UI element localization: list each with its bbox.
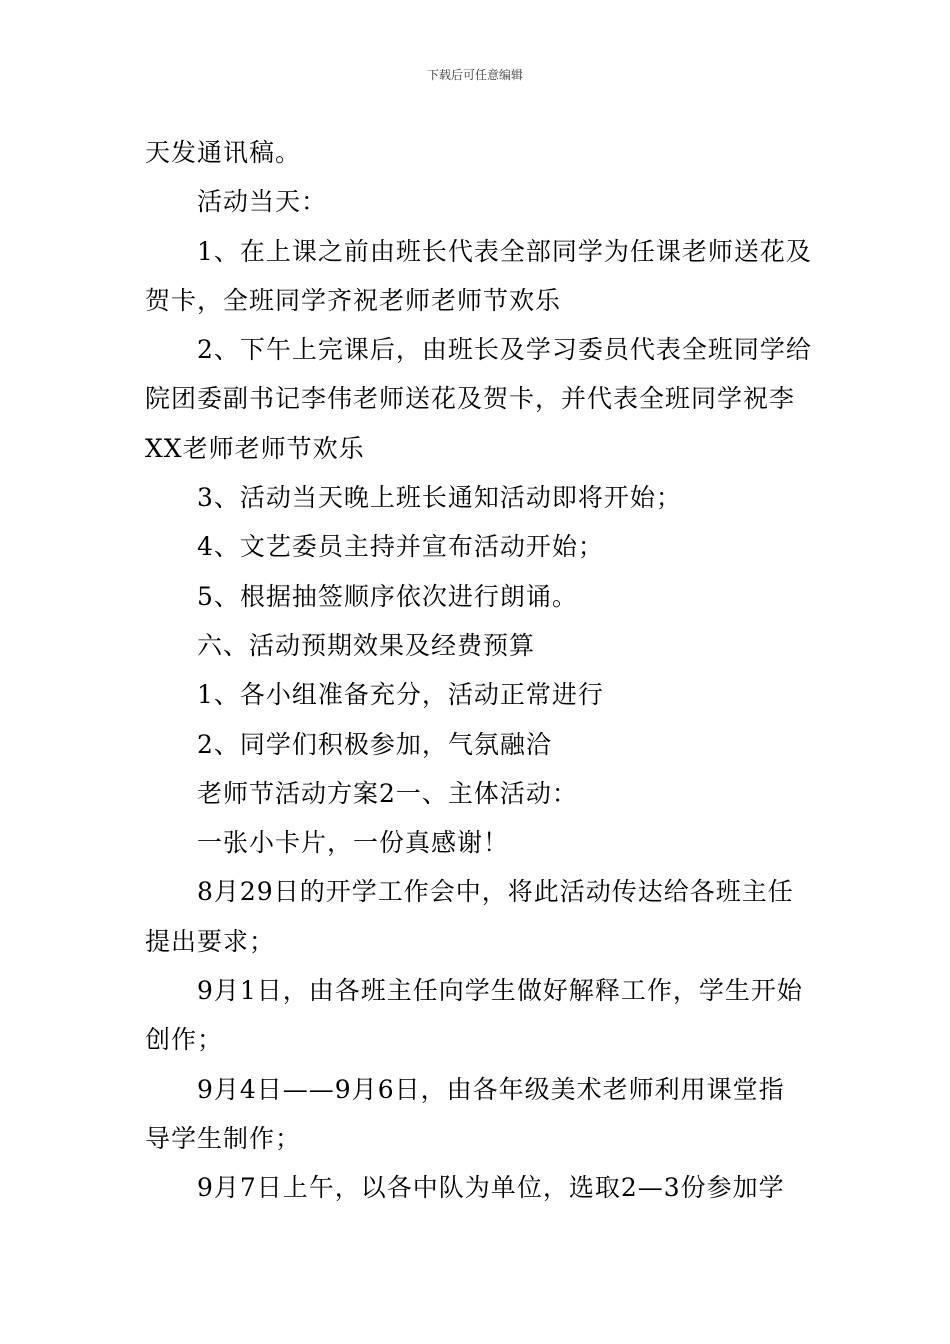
text-line: 4、文艺委员主持并宣布活动开始；: [197, 532, 604, 562]
text-line: 3、活动当天晚上班长通知活动即将开始；: [197, 483, 682, 513]
text-line: 2、同学们积极参加，气氛融洽: [197, 729, 552, 759]
text-line: 2、下午上完课后，由班长及学习委员代表全班同学给: [197, 335, 812, 365]
text-line: 9月7日上午，以各中队为单位，选取2—3份参加学: [197, 1173, 785, 1203]
text-line: 创作；: [145, 1025, 224, 1055]
text-line: 提出要求；: [145, 926, 276, 956]
text-line: 导学生制作；: [145, 1123, 302, 1153]
text-line: 9月1日，由各班主任向学生做好解释工作，学生开始: [197, 976, 803, 1006]
text-line: 天发通讯稿。: [145, 138, 302, 167]
text-line: 一张小卡片，一份真感谢！: [197, 828, 510, 858]
text-line: 活动当天：: [197, 187, 328, 217]
section-heading: 六、活动预期效果及经费预算: [197, 630, 536, 660]
text-line: 5、根据抽签顺序依次进行朗诵。: [197, 581, 578, 611]
document-body: [145, 128, 810, 1213]
text-line: 院团委副书记李伟老师送花及贺卡，并代表全班同学祝李: [145, 384, 796, 414]
text-line: 贺卡，全班同学齐祝老师老师节欢乐: [145, 285, 562, 315]
text-line: 1、各小组准备充分，活动正常进行: [197, 680, 604, 710]
section-heading: 老师节活动方案2一、主体活动：: [197, 778, 578, 808]
text-line: 9月4日——9月6日，由各年级美术老师利用课堂指: [197, 1074, 785, 1104]
text-line: 8月29日的开学工作会中，将此活动传达给各班主任: [197, 877, 794, 907]
page-header: 下载后可任意编辑: [426, 68, 523, 82]
text-line: XX老师老师节欢乐: [145, 433, 365, 463]
text-line: 1、在上课之前由班长代表全部同学为任课老师送花及: [197, 236, 812, 266]
